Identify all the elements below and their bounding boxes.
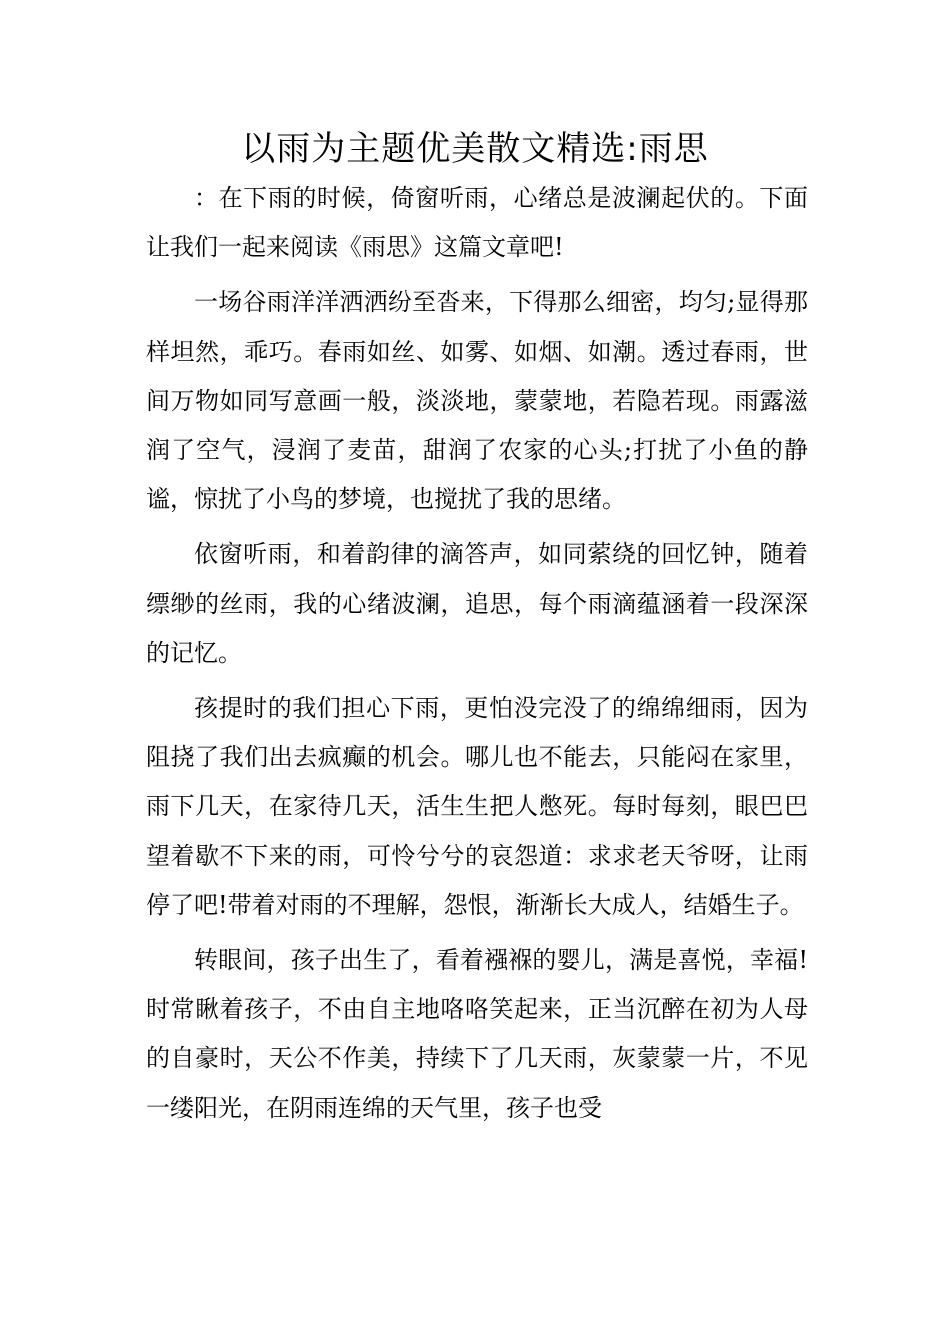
paragraph-motherhood: 转眼间，孩子出生了，看着襁褓的婴儿，满是喜悦，幸福!时常瞅着孩子，不由自主地咯咯笑起来，正当沉醉在初为人母的自豪时，天公不作美，持续下了几天雨，灰蒙蒙一片，不见一缕阳光，在阴雨连绵的天气里，孩子也受	[146, 946, 808, 1122]
document-body	[146, 174, 808, 1133]
document-title: 以雨为主题优美散文精选:雨思	[241, 129, 709, 169]
paragraph-intro: ：在下雨的时候，倚窗听雨，心绪总是波澜起伏的。下面让我们一起来阅读《雨思》这篇文章吧!	[146, 184, 808, 262]
paragraph-spring-rain: 一场谷雨洋洋洒洒纷至沓来，下得那么细密，均匀;显得那样坦然，乖巧。春雨如丝、如雾、如烟、如潮。透过春雨，世间万物如同写意画一般，淡淡地，蒙蒙地，若隐若现。雨露滋润了空气，浸润了麦苗，甜润了农家的心头;打扰了小鱼的静谧，惊扰了小鸟的梦境，也搅扰了我的思绪。	[146, 288, 808, 514]
paragraph-childhood: 孩提时的我们担心下雨，更怕没完没了的绵绵细雨，因为阻挠了我们出去疯癫的机会。哪儿也不能去，只能闷在家里，雨下几天，在家待几天，活生生把人憋死。每时每刻，眼巴巴望着歇不下来的雨，可怜兮兮的哀怨道：求求老天爷呀，让雨停了吧!带着对雨的不理解，怨恨，渐渐长大成人，结婚生子。	[146, 694, 808, 919]
paragraph-listening-rain: 依窗听雨，和着韵律的滴答声，如同萦绕的回忆钟，随着缥缈的丝雨，我的心绪波澜，追思，每个雨滴蕴涵着一段深深的记忆。	[146, 540, 808, 667]
